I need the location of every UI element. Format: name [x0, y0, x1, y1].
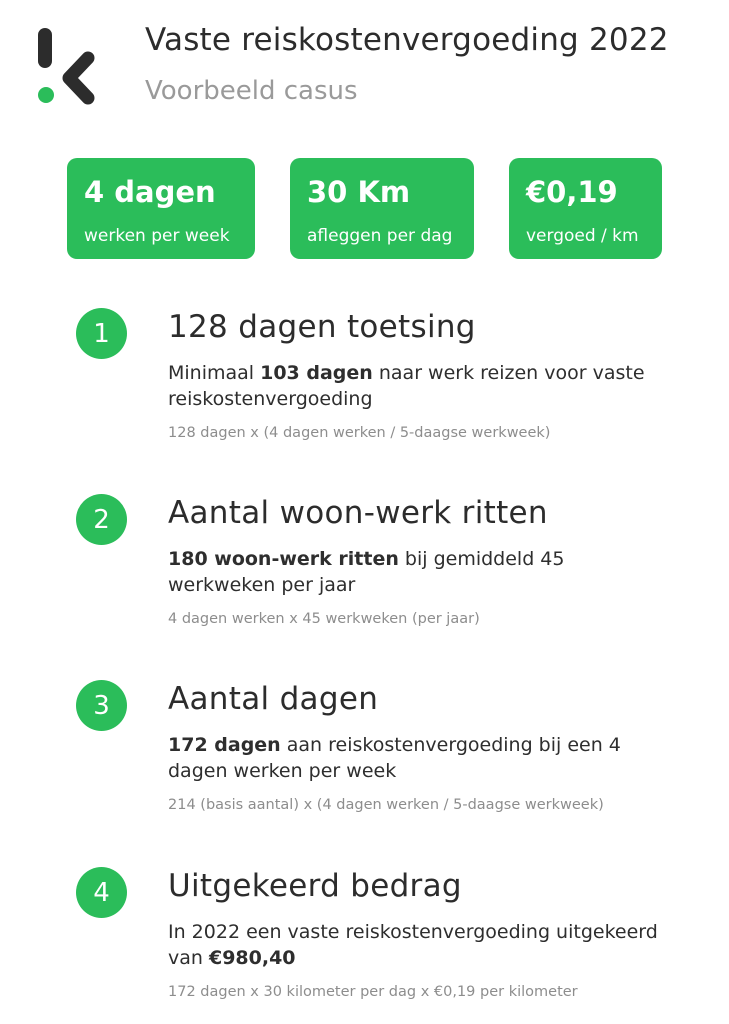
stat-value: 4 dagen: [84, 175, 216, 209]
stat-value: €0,19: [526, 175, 618, 209]
step-number-badge: 4: [76, 867, 127, 918]
step-formula: 172 dagen x 30 kilometer per dag x €0,19 per kilometer: [168, 984, 578, 1000]
step-number-badge: 2: [76, 494, 127, 545]
stat-label: vergoed / km: [526, 226, 639, 246]
step-title: 128 dagen toetsing: [168, 309, 476, 345]
desc-highlight: €980,40: [208, 947, 296, 969]
desc-text: naar werk reizen voor vaste reiskostenvergoeding: [168, 362, 645, 410]
stat-value: 30 Km: [307, 175, 411, 209]
step-description: [168, 546, 668, 598]
stat-label: afleggen per dag: [307, 226, 453, 246]
page-subtitle: Voorbeeld casus: [145, 76, 358, 106]
stat-label: werken per week: [84, 226, 230, 246]
desc-text: bij gemiddeld 45 werkweken per jaar: [168, 548, 565, 596]
step-description: [168, 732, 668, 784]
desc-text: Minimaal: [168, 362, 261, 384]
step-title: Uitgekeerd bedrag: [168, 868, 462, 904]
step-description: [168, 360, 668, 412]
brand-logo-icon: [36, 28, 96, 106]
desc-text: aan reiskostenvergoeding bij een 4 dagen werken per week: [168, 734, 621, 782]
desc-highlight: 172 dagen: [168, 734, 281, 756]
stat-card-days: [67, 158, 255, 259]
step-number-badge: 3: [76, 680, 127, 731]
stat-card-distance: [290, 158, 474, 259]
page-title: Vaste reiskostenvergoeding 2022: [145, 22, 669, 58]
desc-highlight: 103 dagen: [260, 362, 373, 384]
step-title: Aantal dagen: [168, 681, 379, 717]
stat-card-rate: [509, 158, 662, 259]
step-formula: 4 dagen werken x 45 werkweken (per jaar): [168, 611, 480, 627]
step-formula: 128 dagen x (4 dagen werken / 5-daagse werkweek): [168, 425, 551, 441]
step-description: [168, 919, 668, 971]
step-formula: 214 (basis aantal) x (4 dagen werken / 5-daagse werkweek): [168, 797, 604, 813]
step-title: Aantal woon-werk ritten: [168, 495, 548, 531]
desc-text: In 2022 een vaste reiskostenvergoeding uitgekeerd van: [168, 921, 658, 969]
desc-highlight: 180 woon-werk ritten: [168, 548, 399, 570]
step-number-badge: 1: [76, 308, 127, 359]
